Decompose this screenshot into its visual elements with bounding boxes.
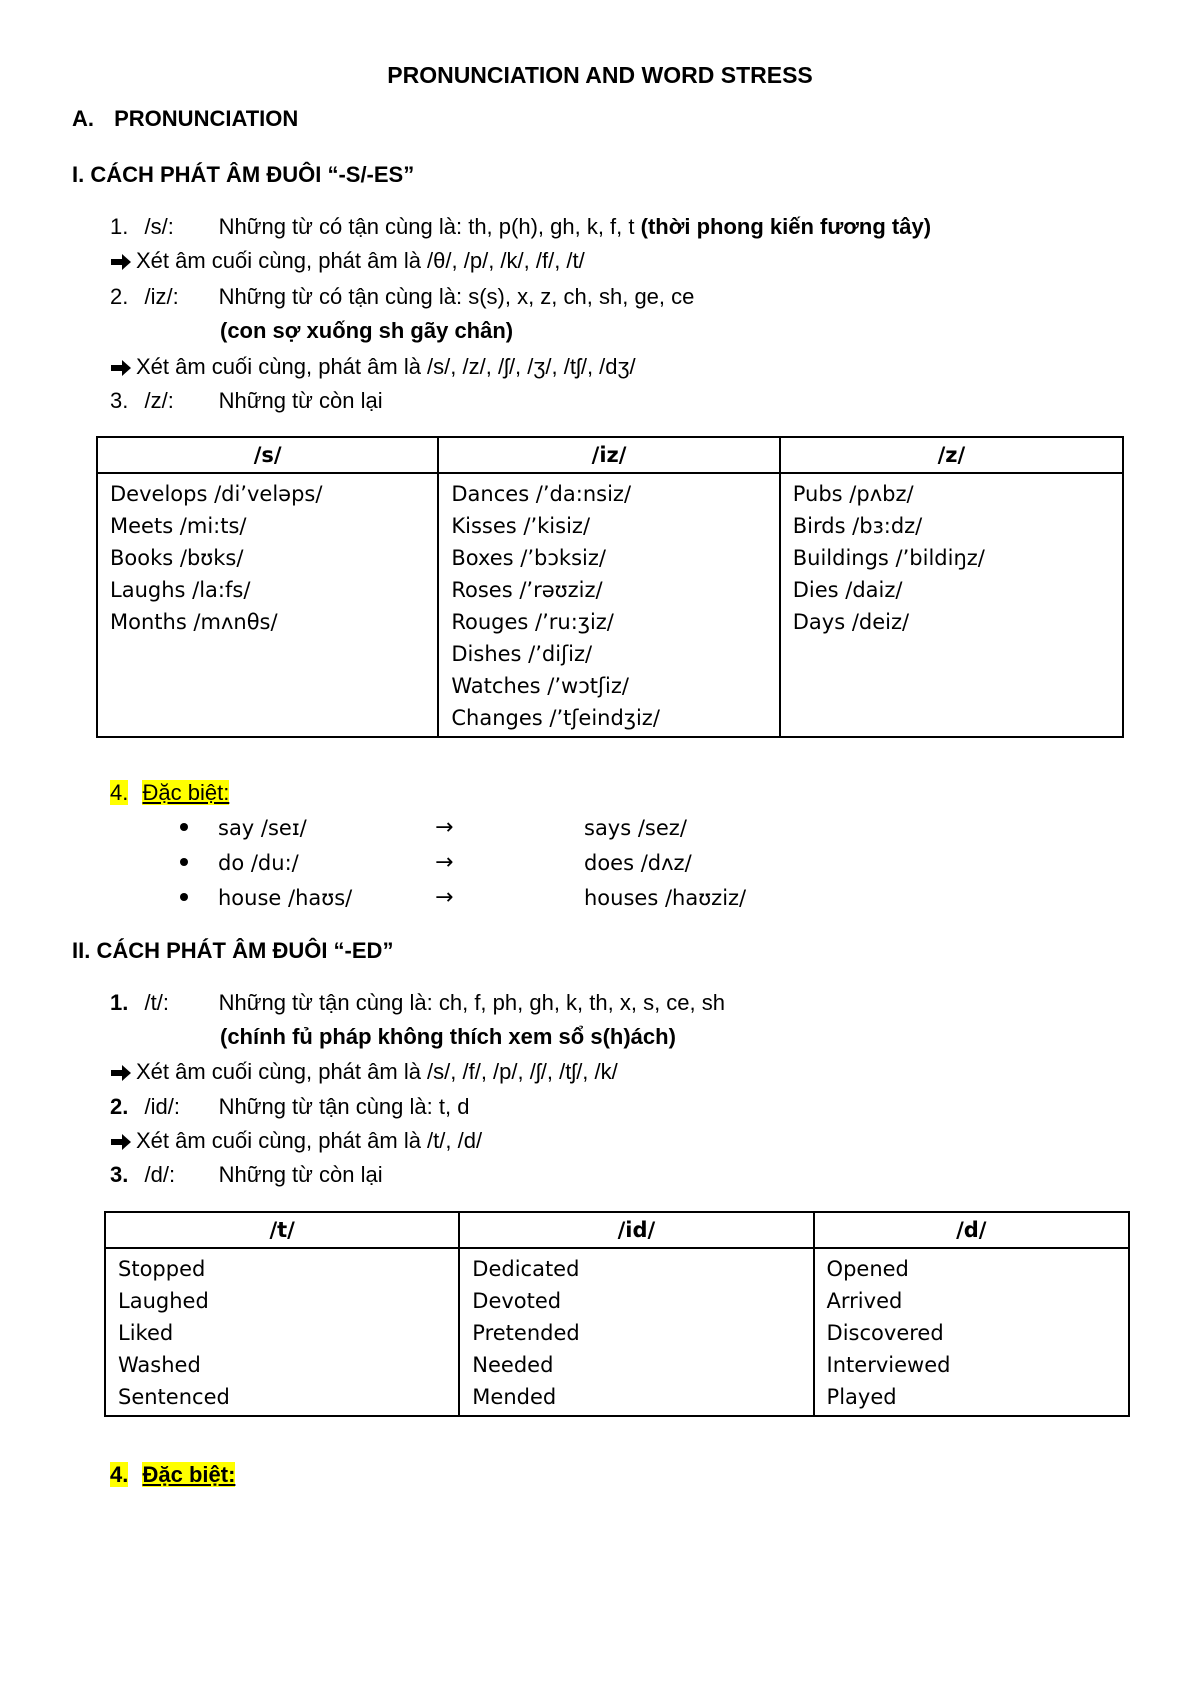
table-item: Dies /daiz/ xyxy=(792,578,903,602)
table-cell-t xyxy=(105,1248,459,1416)
right-arrow-icon xyxy=(110,1126,136,1156)
rule-number: 3. xyxy=(110,1162,129,1187)
special-from: house /haʊs/ xyxy=(218,886,353,910)
rule-sound: /iz/: xyxy=(144,284,179,309)
rule-sound: /s/: xyxy=(144,214,174,239)
special-label: Đặc biệt: xyxy=(142,1462,236,1487)
table-item: Opened xyxy=(826,1257,909,1281)
rule-number: 3. xyxy=(110,388,129,413)
special-arrow: → xyxy=(435,885,454,910)
table-item: Arrived xyxy=(826,1289,903,1313)
ed-rule-2-note xyxy=(110,1126,482,1156)
table-item: Develops /di’veləps/ xyxy=(110,482,323,506)
table-item: Birds /bɜ:dz/ xyxy=(792,514,923,538)
table-item: Dedicated xyxy=(472,1257,580,1281)
rule-text: Những từ còn lại xyxy=(218,388,383,413)
bullet-icon xyxy=(180,858,188,866)
table-header: /d/ xyxy=(814,1212,1129,1248)
rule-text: Những từ có tận cùng là: s(s), x, z, ch, sh, ge, ce xyxy=(218,284,695,309)
table-item: Buildings /’bildiŋz/ xyxy=(792,546,985,570)
section-a-heading xyxy=(72,104,298,134)
table-item: Books /bʊks/ xyxy=(110,546,244,570)
rule-sound: /z/: xyxy=(144,388,174,413)
special-item xyxy=(180,848,299,878)
ed-rule-1-note xyxy=(110,1057,618,1087)
rule-mnemonic: (chính fủ pháp không thích xem sổ s(h)ách) xyxy=(220,1024,676,1049)
rule-text: Những từ có tận cùng là: th, p(h), gh, k, f, t xyxy=(218,214,635,239)
table-item: Played xyxy=(826,1385,897,1409)
table-cell-d xyxy=(814,1248,1129,1416)
s-rule-3 xyxy=(110,386,383,416)
rule-mnemonic: (con sợ xuống sh gãy chân) xyxy=(220,318,514,343)
bullet-icon xyxy=(180,823,188,831)
page-title: PRONUNCIATION AND WORD STRESS xyxy=(387,62,813,88)
section-i-heading: I. CÁCH PHÁT ÂM ĐUÔI “-S/-ES” xyxy=(72,162,415,187)
table-item: Meets /mi:ts/ xyxy=(110,514,247,538)
table-item: Months /mʌnθs/ xyxy=(110,610,278,634)
right-arrow-icon xyxy=(110,246,136,276)
rule-text: Những từ tận cùng là: t, d xyxy=(218,1094,470,1119)
table-item: Dishes /’diʃiz/ xyxy=(451,642,593,666)
table-item: Changes /’tʃeindʒiz/ xyxy=(451,706,660,730)
table-item: Boxes /’bɔksiz/ xyxy=(451,546,606,570)
ed-rule-2 xyxy=(110,1092,469,1122)
table-item: Discovered xyxy=(826,1321,944,1345)
table-header: /id/ xyxy=(459,1212,813,1248)
table-header: /iz/ xyxy=(438,437,779,473)
section-ii-heading: II. CÁCH PHÁT ÂM ĐUÔI “-ED” xyxy=(72,938,394,963)
rule-note-text: Xét âm cuối cùng, phát âm là /θ/, /p/, /k/, /f/, /t/ xyxy=(136,248,585,273)
ed-rule-3 xyxy=(110,1160,383,1190)
table-item: Mended xyxy=(472,1385,557,1409)
table-item: Laughed xyxy=(118,1289,209,1313)
right-arrow-icon xyxy=(110,1057,136,1087)
special-number: 4. xyxy=(110,1462,129,1487)
table-header: /s/ xyxy=(97,437,438,473)
special-arrow: → xyxy=(435,850,454,875)
section-a-number: A. xyxy=(72,106,94,131)
table-item: Washed xyxy=(118,1353,201,1377)
rule-note-text: Xét âm cuối cùng, phát âm là /t/, /d/ xyxy=(136,1128,483,1153)
rule-text: Những từ tận cùng là: ch, f, ph, gh, k, th, x, s, ce, sh xyxy=(218,990,725,1015)
special-from: do /du:/ xyxy=(218,851,299,875)
special-item xyxy=(180,813,307,843)
s-es-table xyxy=(96,436,1124,738)
rule-sound: /t/: xyxy=(144,990,169,1015)
special-item xyxy=(180,883,352,913)
table-item: Stopped xyxy=(118,1257,206,1281)
table-item: Rouges /’ru:ʒiz/ xyxy=(451,610,614,634)
rule-note-text: Xét âm cuối cùng, phát âm là /s/, /f/, /p/, /ʃ/, /tʃ/, /k/ xyxy=(136,1059,618,1084)
rule-number: 1. xyxy=(110,990,129,1015)
ed-rule-1 xyxy=(110,988,725,1018)
bullet-icon xyxy=(180,893,188,901)
table-item: Liked xyxy=(118,1321,174,1345)
special-label: Đặc biệt: xyxy=(142,780,230,805)
table-item: Pretended xyxy=(472,1321,580,1345)
table-header: /z/ xyxy=(780,437,1123,473)
table-item: Needed xyxy=(472,1353,554,1377)
table-item: Devoted xyxy=(472,1289,562,1313)
table-item: Laughs /la:fs/ xyxy=(110,578,251,602)
rule-sound: /d/: xyxy=(144,1162,176,1187)
s-rule-1-note xyxy=(110,246,585,276)
rule-note-text: Xét âm cuối cùng, phát âm là /s/, /z/, /ʃ/, /ʒ/, /tʃ/, /dʒ/ xyxy=(136,354,636,379)
table-cell-iz xyxy=(438,473,779,737)
section-a-label: PRONUNCIATION xyxy=(114,106,299,131)
table-item: Roses /’rəʊziz/ xyxy=(451,578,603,602)
table-item: Dances /’da:nsiz/ xyxy=(451,482,632,506)
table-item: Kisses /’kisiz/ xyxy=(451,514,591,538)
s-rule-2 xyxy=(110,282,694,312)
table-item: Pubs /pʌbz/ xyxy=(792,482,914,506)
s-special-heading xyxy=(110,778,229,808)
ed-table xyxy=(104,1211,1130,1417)
table-item: Days /deiz/ xyxy=(792,610,910,634)
rule-mnemonic: (thời phong kiến fương tây) xyxy=(640,214,932,239)
s-rule-2-note xyxy=(110,352,636,382)
table-item: Sentenced xyxy=(118,1385,230,1409)
rule-number: 2. xyxy=(110,1094,129,1119)
table-item: Watches /’wɔtʃiz/ xyxy=(451,674,629,698)
rule-text: Những từ còn lại xyxy=(218,1162,383,1187)
special-number: 4. xyxy=(110,780,129,805)
rule-number: 2. xyxy=(110,284,129,309)
right-arrow-icon xyxy=(110,352,136,382)
special-to: houses /haʊziz/ xyxy=(584,886,747,910)
table-cell-z xyxy=(780,473,1123,737)
s-rule-1 xyxy=(110,212,931,242)
special-to: does /dʌz/ xyxy=(584,851,692,875)
special-to: says /sez/ xyxy=(584,816,687,840)
table-cell-s xyxy=(97,473,438,737)
table-header: /t/ xyxy=(105,1212,459,1248)
special-arrow: → xyxy=(435,815,454,840)
ed-special-heading xyxy=(110,1460,235,1490)
table-cell-id xyxy=(459,1248,813,1416)
special-from: say /seɪ/ xyxy=(218,816,307,840)
table-item: Interviewed xyxy=(826,1353,951,1377)
rule-number: 1. xyxy=(110,214,129,239)
rule-sound: /id/: xyxy=(144,1094,180,1119)
